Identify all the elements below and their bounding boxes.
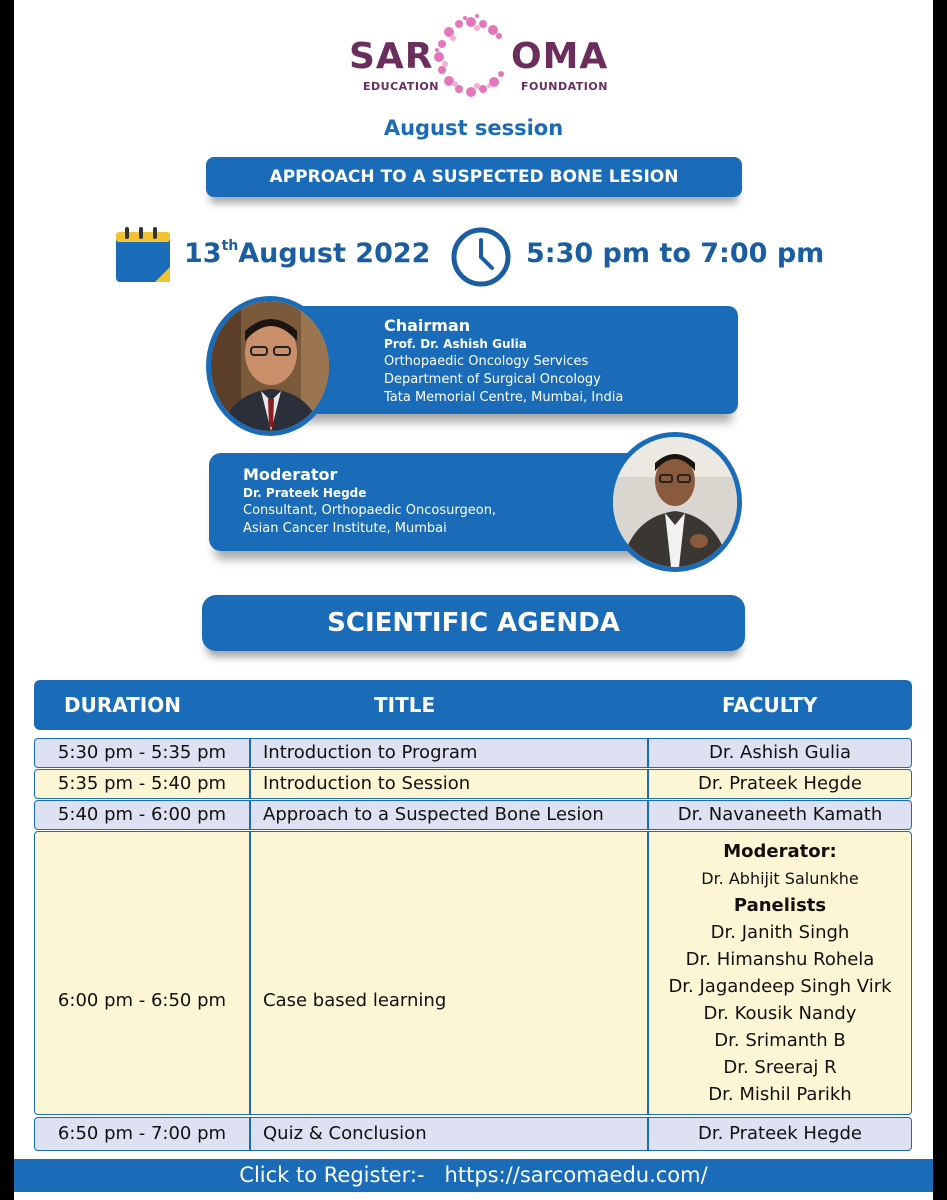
register-footer bbox=[14, 1159, 933, 1192]
table-row bbox=[34, 800, 912, 830]
moderator-label: Moderator: bbox=[723, 841, 837, 862]
logo-sub-left: EDUCATION bbox=[363, 80, 439, 93]
row-faculty: Dr. Prateek Hegde bbox=[698, 1123, 862, 1144]
header-duration: DURATION bbox=[64, 693, 181, 717]
logo-word-right: OMA bbox=[511, 36, 609, 77]
panelist: Dr. Janith Singh bbox=[710, 922, 850, 943]
panelist: Dr. Mishil Parikh bbox=[708, 1084, 852, 1105]
register-link[interactable]: https://sarcomaedu.com/ bbox=[444, 1163, 708, 1187]
moderator-line: Consultant, Orthopaedic Oncosurgeon, bbox=[243, 503, 497, 518]
row-title: Quiz & Conclusion bbox=[263, 1123, 427, 1144]
panelist: Dr. Sreeraj R bbox=[723, 1057, 837, 1078]
panelist: Dr. Himanshu Rohela bbox=[685, 949, 875, 970]
row-duration: 5:30 pm - 5:35 pm bbox=[57, 742, 227, 763]
table-row bbox=[34, 831, 912, 1115]
panelists-label: Panelists bbox=[733, 895, 827, 916]
sarcoma-logo bbox=[349, 14, 629, 104]
header-title: TITLE bbox=[374, 693, 436, 717]
register-label: Click to Register:- bbox=[239, 1163, 425, 1187]
session-title: August session bbox=[383, 116, 564, 140]
moderator-line: Asian Cancer Institute, Mumbai bbox=[243, 521, 447, 536]
event-date: 13thAugust 2022 bbox=[184, 238, 431, 269]
agenda-table-header bbox=[34, 680, 912, 730]
panelist: Dr. Jagandeep Singh Virk bbox=[668, 976, 892, 997]
agenda-title: SCIENTIFIC AGENDA bbox=[202, 595, 745, 651]
topic-banner: APPROACH TO A SUSPECTED BONE LESION bbox=[206, 157, 742, 197]
chairman-line: Orthopaedic Oncology Services bbox=[384, 354, 589, 369]
row-title: Case based learning bbox=[263, 990, 447, 1011]
chairman-line: Department of Surgical Oncology bbox=[384, 372, 601, 387]
logo-sub-right: FOUNDATION bbox=[521, 80, 608, 93]
panelist: Dr. Srimanth B bbox=[714, 1030, 846, 1051]
row-duration: 5:40 pm - 6:00 pm bbox=[57, 804, 227, 825]
event-time: 5:30 pm to 7:00 pm bbox=[526, 238, 825, 269]
clock-icon bbox=[450, 226, 512, 288]
faculty-moderator: Dr. Abhijit Salunkhe bbox=[701, 869, 859, 888]
table-row bbox=[34, 1117, 912, 1151]
table-row bbox=[34, 738, 912, 768]
row-title: Introduction to Program bbox=[263, 742, 478, 763]
row-faculty: Dr. Prateek Hegde bbox=[698, 773, 862, 794]
chairman-line: Tata Memorial Centre, Mumbai, India bbox=[384, 390, 624, 405]
header-faculty: FACULTY bbox=[722, 693, 818, 717]
chairman-photo bbox=[206, 296, 334, 436]
calendar-icon bbox=[115, 226, 171, 284]
event-poster bbox=[14, 0, 933, 1200]
row-duration: 5:35 pm - 5:40 pm bbox=[57, 773, 227, 794]
date-time-row bbox=[14, 226, 933, 286]
table-row bbox=[34, 769, 912, 799]
flower-ring-icon bbox=[431, 14, 511, 100]
row-faculty: Dr. Ashish Gulia bbox=[708, 742, 852, 763]
moderator-role: Moderator bbox=[243, 465, 338, 484]
moderator-photo bbox=[608, 432, 742, 572]
row-duration: 6:50 pm - 7:00 pm bbox=[57, 1123, 227, 1144]
row-title: Introduction to Session bbox=[263, 773, 471, 794]
row-title: Approach to a Suspected Bone Lesion bbox=[263, 804, 604, 825]
logo-word-left: SAR bbox=[349, 36, 434, 77]
row-faculty: Dr. Navaneeth Kamath bbox=[677, 804, 883, 825]
row-duration: 6:00 pm - 6:50 pm bbox=[57, 990, 227, 1011]
chairman-name: Prof. Dr. Ashish Gulia bbox=[384, 337, 527, 351]
moderator-name: Dr. Prateek Hegde bbox=[243, 486, 367, 500]
panelist: Dr. Kousik Nandy bbox=[703, 1003, 857, 1024]
chairman-card bbox=[264, 306, 738, 414]
row-faculty-list bbox=[647, 838, 913, 1108]
chairman-role: Chairman bbox=[384, 316, 471, 335]
